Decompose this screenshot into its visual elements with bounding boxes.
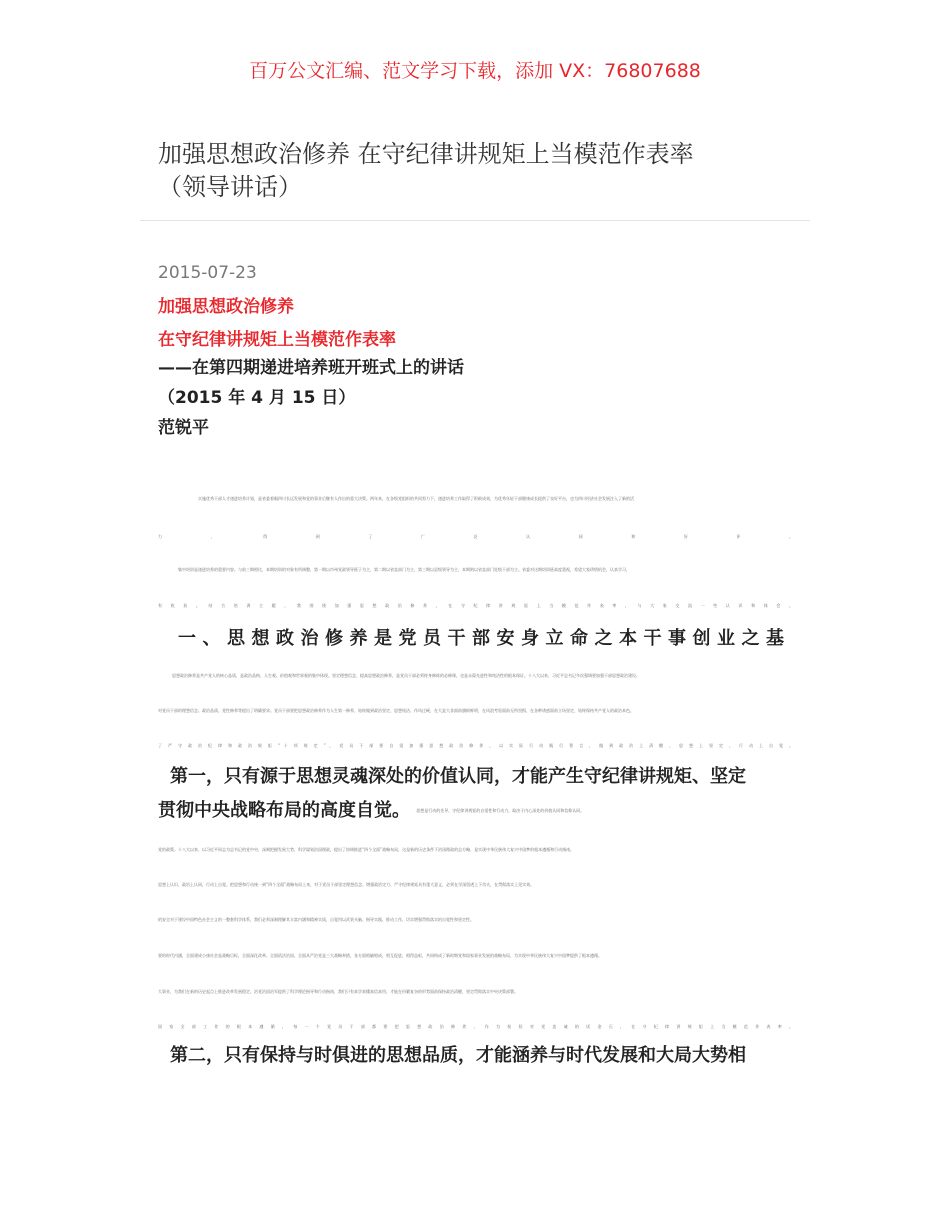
point-1-line-3: 的安全对于建设中国特色社会主义的一整套科学体系，我们必须深刻理解其丰富内涵和精神实质，自觉用以武装头脑、指导实践、推动工作，切实增强贯彻落实的自觉性和坚定性。 xyxy=(158,917,474,922)
speaker-name: 范锐平 xyxy=(158,418,209,438)
point-1-line-6: 国 家 全 部 工 作 的 根 本 遵 循 ， 每 一 个 党 员 干 部 都 要 把 思 想 政 治 修 养 ， 作 为 检 验 对 党 忠 诚 的 试 金 石 ， 在 守 纪 律 讲 规 矩 上 当 模 范 作 表 率 。 xyxy=(158,1024,793,1029)
section-1-paragraph-2: 对党员干部的理想信念、政治品质、党性修养等提出了明确要求。党员干部要把思想政治修养作为人生第一修养，始终做到政治坚定、思想纯洁、作风过硬，在大是大非面前旗帜鲜明，在风浪考验面前无所畏惧，在各种诱惑面前立场坚定，始终保持共产党人的政治本色。 xyxy=(158,708,634,713)
page-title xyxy=(158,138,798,204)
point-1-line-4: 要的时代内涵，全面建成小康社会是战略目标，全面深化改革、全面依法治国、全面从严治党是三大战略举措，各方面相辅相成、相互促进、相得益彰，共同构成了新时期党和国家事业发展的战略布局，为实现中华民族伟大复兴中国梦提供了根本遵循。 xyxy=(158,953,602,958)
point-1-lead: 第一，只有源于思想灵魂深处的价值认同，才能产生守纪律讲规矩、坚定 xyxy=(170,766,746,787)
speech-heading-line-1: 加强思想政治修养 xyxy=(158,297,294,317)
section-1-paragraph-3: 了 严 守 政 治 纪 律 和 政 治 规 矩 “ 十 项 规 定 ” ， 党 员 干 部 要 自 觉 加 强 思 想 政 治 修 养 ， 以 实 际 行 动 践 行 誓 言 ， 做 到 政 治 上 清 醒 、 思 想 上 坚 定 、 行 动 上 自 觉 。 xyxy=(158,743,793,748)
publish-date: 2015-07-23 xyxy=(158,263,257,283)
title-divider xyxy=(140,220,810,221)
intro-paragraph-2: 集中培训是递进培养的重要内容。与前三期相比，本期培训的对象有所调整，第一期以市州党政领导班子为主，第二期以省直部门为主，第三期以县级领导为主，本期则以省直部门处级干部为主。省委对这期培训班高度重视，希望大家珍惜机会，认真学习， xyxy=(178,567,630,572)
title-line-2: （领导讲话） xyxy=(158,173,302,201)
title-line-1: 加强思想政治修养 在守纪律讲规矩上当模范作表率 xyxy=(158,140,694,168)
section-1-paragraph-1: 思想政治修养是共产党人的核心品质，是政治品格、人生观、价值观和世界观的集中体现。坚定理想信念、提高思想政治修养，是党员干部必须终身修炼的必修课，也是永葆先进性和纯洁性的根本保证。十八大以来，习近平总书记多次强调要加强干部思想政治建设， xyxy=(172,673,640,678)
promo-banner: 百万公文汇编、范文学习下载，添加 VX：76807688 xyxy=(249,60,701,82)
point-2-lead: 第二，只有保持与时俱进的思想品质，才能涵养与时代发展和大局大势相 xyxy=(170,1045,746,1066)
speech-subtitle: ——在第四期递进培养班开班式上的讲话 xyxy=(158,358,464,378)
point-1-lead-end: 贯彻中央战略布局的高度自觉。 xyxy=(158,800,410,821)
point-1-line-2: 思想上认识，政治上认同，行动上自觉。把思想和行动统一到“四个全面”战略布局上来，对于党员干部坚定理想信念、增强政治定力、严守纪律规矩具有重大意义，必须在学深悟透上下功夫，在贯彻落实上见实效。 xyxy=(158,882,535,887)
section-1-heading: 一、思想政治修养是党员干部安身立命之本干事创业之基 xyxy=(178,628,790,649)
point-1-line-5: 大事业，为我们在新的历史起点上推进改革发展稳定、治党治国治军提供了科学理论指导和行动指南，我们只有真学真懂真信真用，才能在纷繁复杂的形势面前保持政治清醒，坚定贯彻落实中央决策部署。 xyxy=(158,989,518,994)
intro-paragraph-1: 实施优秀干部人才递进培养计划，是省委着眼四川长远发展和党的事业后继有人作出的重大决策。两年来，在各级党组织的共同努力下，递进培养工作取得了积极成效，为优秀年轻干部健康成长提供了良好平台，也为四川经济社会发展注入了新的活 xyxy=(198,496,634,501)
speech-date: （2015 年 4 月 15 日） xyxy=(158,388,356,408)
speech-heading-line-2: 在守纪律讲规矩上当模范作表率 xyxy=(158,330,396,350)
point-1-text-start: 思想是行动的先导，守纪律讲规矩的自觉性和行动力，取决于内心深处的价值认同和信仰认同。 xyxy=(416,808,585,813)
point-1-line-1: 党的政策。十八大以来，以习近平同志为总书记的党中央，深刻把握发展大势，科学谋划治国理政，提出了协调推进“四个全面”战略布局，这是新的历史条件下治国理政的总方略，是实现中华民族伟大复兴中国梦的根本遵循和行动指南。 xyxy=(158,847,575,852)
point-1-lead-cont xyxy=(158,796,798,822)
intro-paragraph-1-end: 力 ， 得 到 了 广 泛 认 同 和 好 评 。 xyxy=(158,534,793,539)
intro-paragraph-2-end: 有 收 获 。 结 合 培 训 主 题 ， 我 围 绕 加 强 思 想 政 治 修 养 、 在 守 纪 律 讲 规 矩 上 当 模 范 作 表 率 ， 与 大 家 交 流 一 些 认 识 和 体 会 。 xyxy=(158,603,793,608)
